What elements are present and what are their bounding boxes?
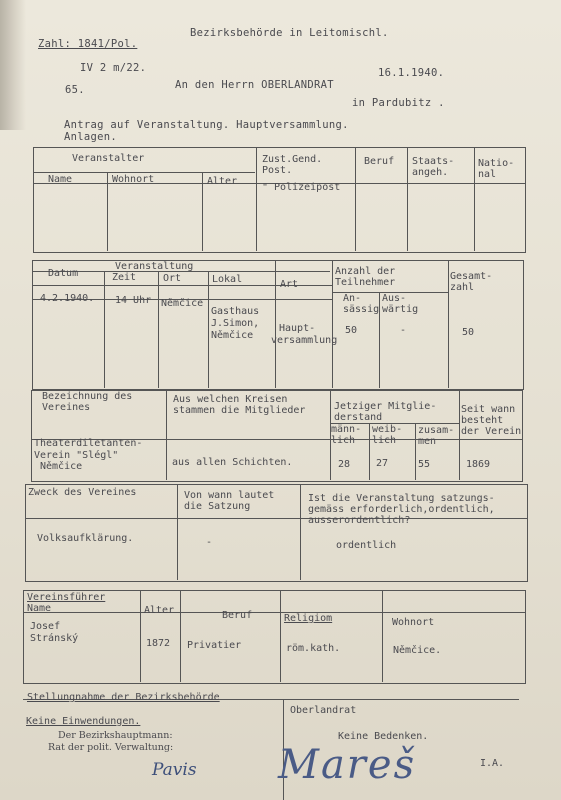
district-opinion-label: Stellungnahme der Bezirksbehörde <box>27 692 220 703</box>
document-date: 16.1.1940. <box>378 67 445 79</box>
col-staatsangeh: Staats- angeh. <box>412 156 455 178</box>
statute-date: - <box>206 537 213 548</box>
col-zweck: Zweck des Vereines <box>28 487 137 498</box>
event-date: 4.2.1940. <box>40 293 95 304</box>
participants-external: - <box>400 325 407 336</box>
recipient-place: in Pardubitz . <box>352 97 445 109</box>
col-national: Natio- nal <box>478 158 515 180</box>
col-zust-gend: Zust.Gend. Post. <box>262 154 323 176</box>
col-leader-wohnort: Wohnort <box>392 617 435 628</box>
members-female: 27 <box>376 458 389 469</box>
club-name-1: Theaterdiletanten- <box>34 438 143 449</box>
leader-header: Vereinsführer <box>27 592 106 603</box>
leader-birth-year: 1872 <box>146 638 171 649</box>
oberlandrat-label: Oberlandrat <box>290 705 357 716</box>
participants-local: 50 <box>345 325 358 336</box>
col-beruf: Beruf <box>364 156 395 167</box>
col-art: Art <box>280 279 299 290</box>
col-ansaessig: An- sässig <box>343 293 380 315</box>
leader-residence: Němčice. <box>393 645 442 656</box>
col-leader-beruf: Beruf <box>222 610 253 621</box>
col-leader-religion: Religiom <box>284 613 333 624</box>
col-bezeichnung: Bezeichnung des Vereines <box>42 391 133 413</box>
page-curl <box>0 0 26 130</box>
district-head-label: Der Bezirkshauptmann: <box>58 730 173 741</box>
col-zusammen: zusam- men <box>418 425 455 447</box>
col-name: Name <box>48 174 73 185</box>
col-weiblich: weib- lich <box>372 424 403 446</box>
col-mitgliederstand: Jetziger Mitglie- derstand <box>334 401 437 423</box>
col-maennlich: männ- lich <box>331 424 362 446</box>
club-name-2: Verein "Slégl" <box>34 450 119 461</box>
col-kreisen: Aus welchen Kreisen stammen die Mitglieder <box>173 394 306 416</box>
leader-religion: röm.kath. <box>286 643 341 654</box>
col-satzung: Von wann lautet die Satzung <box>184 490 275 512</box>
members-male: 28 <box>338 459 351 470</box>
ia-mark: I.A. <box>480 758 505 769</box>
col-lokal: Lokal <box>212 274 243 285</box>
district-signature: Pavis <box>152 760 197 780</box>
event-category: ordentlich <box>336 540 397 551</box>
event-time: 14 Uhr <box>115 295 152 306</box>
col-datum: Datum <box>48 268 79 279</box>
attachments-line: Anlagen. <box>64 131 117 143</box>
leader-occupation: Privatier <box>187 640 242 651</box>
col-leader-alter: Alter <box>144 605 175 616</box>
col-gesamt: Gesamt- zahl <box>450 271 493 293</box>
oberlandrat-opinion: Keine Bedenken. <box>338 731 429 742</box>
col-ort: Ort <box>163 273 182 284</box>
event-venue-2: J.Simon, <box>211 318 260 329</box>
club-founded: 1869 <box>466 459 491 470</box>
col-polizeipost: " Polizeipost <box>262 182 341 193</box>
col-alter: Alter <box>207 176 238 187</box>
organizer-header: Veranstalter <box>72 153 145 164</box>
leader-first-name: Josef <box>30 621 61 632</box>
club-purpose: Volksaufklärung. <box>37 533 134 544</box>
leader-table <box>23 590 526 684</box>
col-auswaertig: Aus- wärtig <box>382 293 419 315</box>
recipient: An den Herrn OBERLANDRAT <box>175 79 334 91</box>
event-header: Veranstaltung <box>115 261 194 272</box>
participants-total: 50 <box>462 327 475 338</box>
club-name-3: Němčice <box>40 461 83 472</box>
event-place: Němčice <box>161 298 204 309</box>
sequence-number: 65. <box>65 84 85 96</box>
event-venue-3: Němčice <box>211 330 254 341</box>
col-leader-name: Name <box>27 603 52 614</box>
district-opinion: Keine Einwendungen. <box>26 716 141 727</box>
event-type-1: Haupt- <box>279 323 316 334</box>
council-label: Rat der polit. Verwaltung: <box>48 742 174 753</box>
leader-last-name: Stránský <box>30 633 79 644</box>
subject-line: Antrag auf Veranstaltung. Hauptversammlung. <box>64 119 349 131</box>
office-heading: Bezirksbehörde in Leitomischl. <box>190 27 389 39</box>
col-zeit: Zeit <box>112 272 137 283</box>
club-members-origin: aus allen Schichten. <box>172 457 293 468</box>
oberlandrat-signature: Mareš <box>278 742 417 788</box>
col-seit: Seit wann besteht der Verein <box>461 404 522 437</box>
event-venue-1: Gasthaus <box>211 306 260 317</box>
event-type-2: versammlung <box>271 335 338 346</box>
members-total: 55 <box>418 459 431 470</box>
col-frage: Ist die Veranstaltung satzungs- gemäss erforderlich,ordentlich, ausserordentlich? <box>308 493 495 526</box>
reference-code: IV 2 m/22. <box>80 62 147 74</box>
file-number: Zahl: 1841/Pol. <box>38 38 138 50</box>
col-anzahl: Anzahl der Teilnehmer <box>335 266 396 288</box>
col-wohnort: Wohnort <box>112 174 155 185</box>
